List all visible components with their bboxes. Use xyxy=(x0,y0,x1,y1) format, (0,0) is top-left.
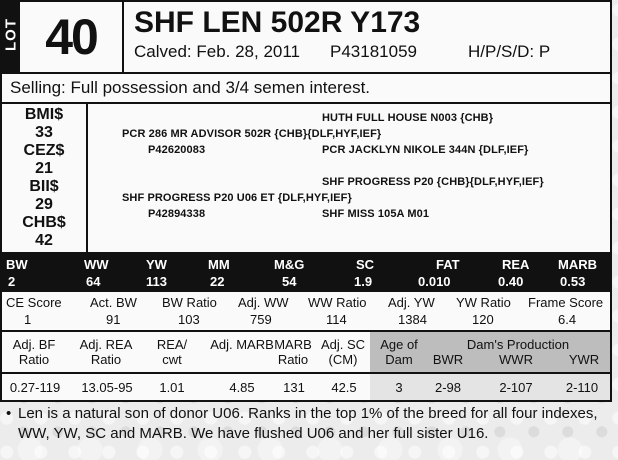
dam-header-ywr: YWR xyxy=(568,352,600,367)
lot-notes-text: Len is a natural son of donor U06. Ranks in the top 1% of the breed for all four indexes, WW, YW, SC and MARB. We have flushed U06 and her full sister U16. xyxy=(18,405,598,442)
pedigree-dam-dam: SHF MISS 105A M01 xyxy=(322,208,430,220)
adj-header-rea-cwt xyxy=(150,337,194,367)
index-label-bii: BII$ xyxy=(29,178,59,195)
epd-value-sc: 1.9 xyxy=(354,274,373,289)
index-value-bmi: 33 xyxy=(35,124,53,141)
index-label-bmi: BMI$ xyxy=(24,106,64,123)
adjusted-values xyxy=(2,374,370,400)
epd-value-fat: 0.010 xyxy=(418,274,451,289)
performance-ratios xyxy=(2,292,610,332)
pedigree-sire-reg: P42620083 xyxy=(148,144,206,156)
adj-value-rea-cwt: 1.01 xyxy=(159,380,185,395)
adj-header-bf xyxy=(4,337,64,367)
pedigree-sire-sire: HUTH FULL HOUSE N003 {CHB} xyxy=(322,112,494,124)
adjusted-and-dam-production xyxy=(2,332,610,400)
dam-production-title: Dam's Production xyxy=(466,337,570,352)
epd-value-bw: 2 xyxy=(8,274,16,289)
pedigree xyxy=(88,104,610,252)
dam-production-header xyxy=(370,332,610,374)
adj-header-marb-ratio xyxy=(268,337,318,367)
adj-value-bf: 0.27-119 xyxy=(9,380,61,395)
dam-age-value: 3 xyxy=(395,380,403,395)
adjusted-headers xyxy=(2,332,370,374)
index-label-cez: CEZ$ xyxy=(23,142,65,159)
adj-value-marb: 4.85 xyxy=(229,380,255,395)
bullet-icon: • xyxy=(6,405,12,422)
epd-value-ww: 64 xyxy=(86,274,101,289)
pedigree-dam-reg: P42894338 xyxy=(148,208,206,220)
pedigree-dam: SHF PROGRESS P20 U06 ET {DLF,HYF,IEF} xyxy=(122,192,352,204)
adj-header-bf-line1: Adj. BF xyxy=(12,337,56,352)
epd-header-marb: MARB xyxy=(558,257,597,272)
ratio-value-adj-yw: 1384 xyxy=(398,312,427,327)
adj-header-sc xyxy=(316,337,370,367)
animal-name: SHF LEN 502R Y173 xyxy=(134,6,421,39)
adj-header-rea-cwt-line1: REA/ xyxy=(156,337,188,352)
ratio-header-bw-ratio: BW Ratio xyxy=(162,295,217,310)
ratio-header-yw-ratio: YW Ratio xyxy=(456,295,511,310)
lot-tab-text: LOT xyxy=(2,18,20,51)
epd-value-yw: 113 xyxy=(146,274,167,289)
genetic-status: H/P/S/D: P xyxy=(468,42,551,61)
index-label-chb: CHB$ xyxy=(22,214,66,231)
index-value-chb: 42 xyxy=(35,232,53,249)
ratio-header-frame-score: Frame Score xyxy=(528,295,604,310)
dollar-indexes xyxy=(2,104,88,252)
epd-header-sc: SC xyxy=(356,257,375,272)
pedigree-dam-sire: SHF PROGRESS P20 {CHB}{DLF,HYF,IEF} xyxy=(322,176,544,188)
ratio-value-ce-score: 1 xyxy=(24,312,32,327)
dam-age-header-line1: Age of xyxy=(380,337,418,352)
dam-production-values xyxy=(370,374,610,400)
ratio-value-act-bw: 91 xyxy=(106,312,121,327)
lot-number: 40 xyxy=(20,2,124,72)
dam-age-header-line2: Dam xyxy=(385,352,413,367)
adj-value-sc: 42.5 xyxy=(331,380,357,395)
pedigree-sire-dam: PCR JACKLYN NIKOLE 344N {DLF,IEF} xyxy=(322,144,529,156)
epd-value-marb: 0.53 xyxy=(560,274,586,289)
index-value-cez: 21 xyxy=(35,160,53,177)
index-value-bii: 29 xyxy=(35,196,53,213)
adj-header-rea-line1: Adj. REA xyxy=(79,337,133,352)
selling-terms: Selling: Full possession and 3/4 semen interest. xyxy=(2,74,610,104)
epd-header-rea: REA xyxy=(502,257,530,272)
adj-header-rea xyxy=(72,337,140,367)
ratio-value-bw-ratio: 103 xyxy=(178,312,200,327)
calved-date: Calved: Feb. 28, 2011 xyxy=(134,42,301,61)
dam-value-bwr: 2-98 xyxy=(434,380,462,395)
adj-header-marb-ratio-line1: MARB xyxy=(274,337,312,352)
adj-value-rea: 13.05-95 xyxy=(81,380,133,395)
ratio-header-adj-ww: Adj. WW xyxy=(238,295,289,310)
dam-value-wwr: 2-107 xyxy=(499,380,533,395)
ratio-value-ww-ratio: 114 xyxy=(326,312,347,327)
epd-header-yw: YW xyxy=(146,257,167,272)
adj-header-rea-cwt-line2: cwt xyxy=(162,352,182,367)
lot-header xyxy=(2,2,610,74)
registration-number: P43181059 xyxy=(330,42,417,61)
adj-header-rea-line2: Ratio xyxy=(90,352,122,367)
epd-header-fat: FAT xyxy=(436,257,460,272)
epd-header-mg: M&G xyxy=(274,257,305,272)
dam-age-header xyxy=(374,337,424,367)
adj-header-bf-line2: Ratio xyxy=(18,352,50,367)
epd-value-mg: 54 xyxy=(282,274,297,289)
epd-header-ww: WW xyxy=(84,257,109,272)
epd-value-mm: 22 xyxy=(210,274,225,289)
adj-header-marb-ratio-line2: Ratio xyxy=(277,352,309,367)
adj-header-sc-line1: Adj. SC xyxy=(320,337,366,352)
ratio-header-act-bw: Act. BW xyxy=(90,295,137,310)
epd-header-mm: MM xyxy=(208,257,230,272)
ratio-value-adj-ww: 759 xyxy=(250,312,272,327)
ratio-header-adj-yw: Adj. YW xyxy=(388,295,435,310)
epd-value-rea: 0.40 xyxy=(498,274,524,289)
epd-table xyxy=(2,254,610,292)
lot-tab xyxy=(2,2,20,72)
ratio-header-ww-ratio: WW Ratio xyxy=(308,295,367,310)
ratio-value-frame-score: 6.4 xyxy=(558,312,577,327)
ratio-header-ce-score: CE Score xyxy=(6,295,62,310)
pedigree-sire: PCR 286 MR ADVISOR 502R {CHB}{DLF,HYF,IEF} xyxy=(122,128,382,140)
epd-header-bw: BW xyxy=(6,257,28,272)
adj-value-marb-ratio: 131 xyxy=(283,380,305,395)
adj-header-sc-line2: (CM) xyxy=(328,352,358,367)
adj-header-marb-line1: Adj. MARB xyxy=(210,337,274,352)
index-pedigree-block xyxy=(2,104,610,254)
dam-value-ywr: 2-110 xyxy=(565,380,599,395)
dam-header-bwr: BWR xyxy=(432,352,464,367)
ratio-value-yw-ratio: 120 xyxy=(472,312,494,327)
dam-header-wwr: WWR xyxy=(499,352,533,367)
